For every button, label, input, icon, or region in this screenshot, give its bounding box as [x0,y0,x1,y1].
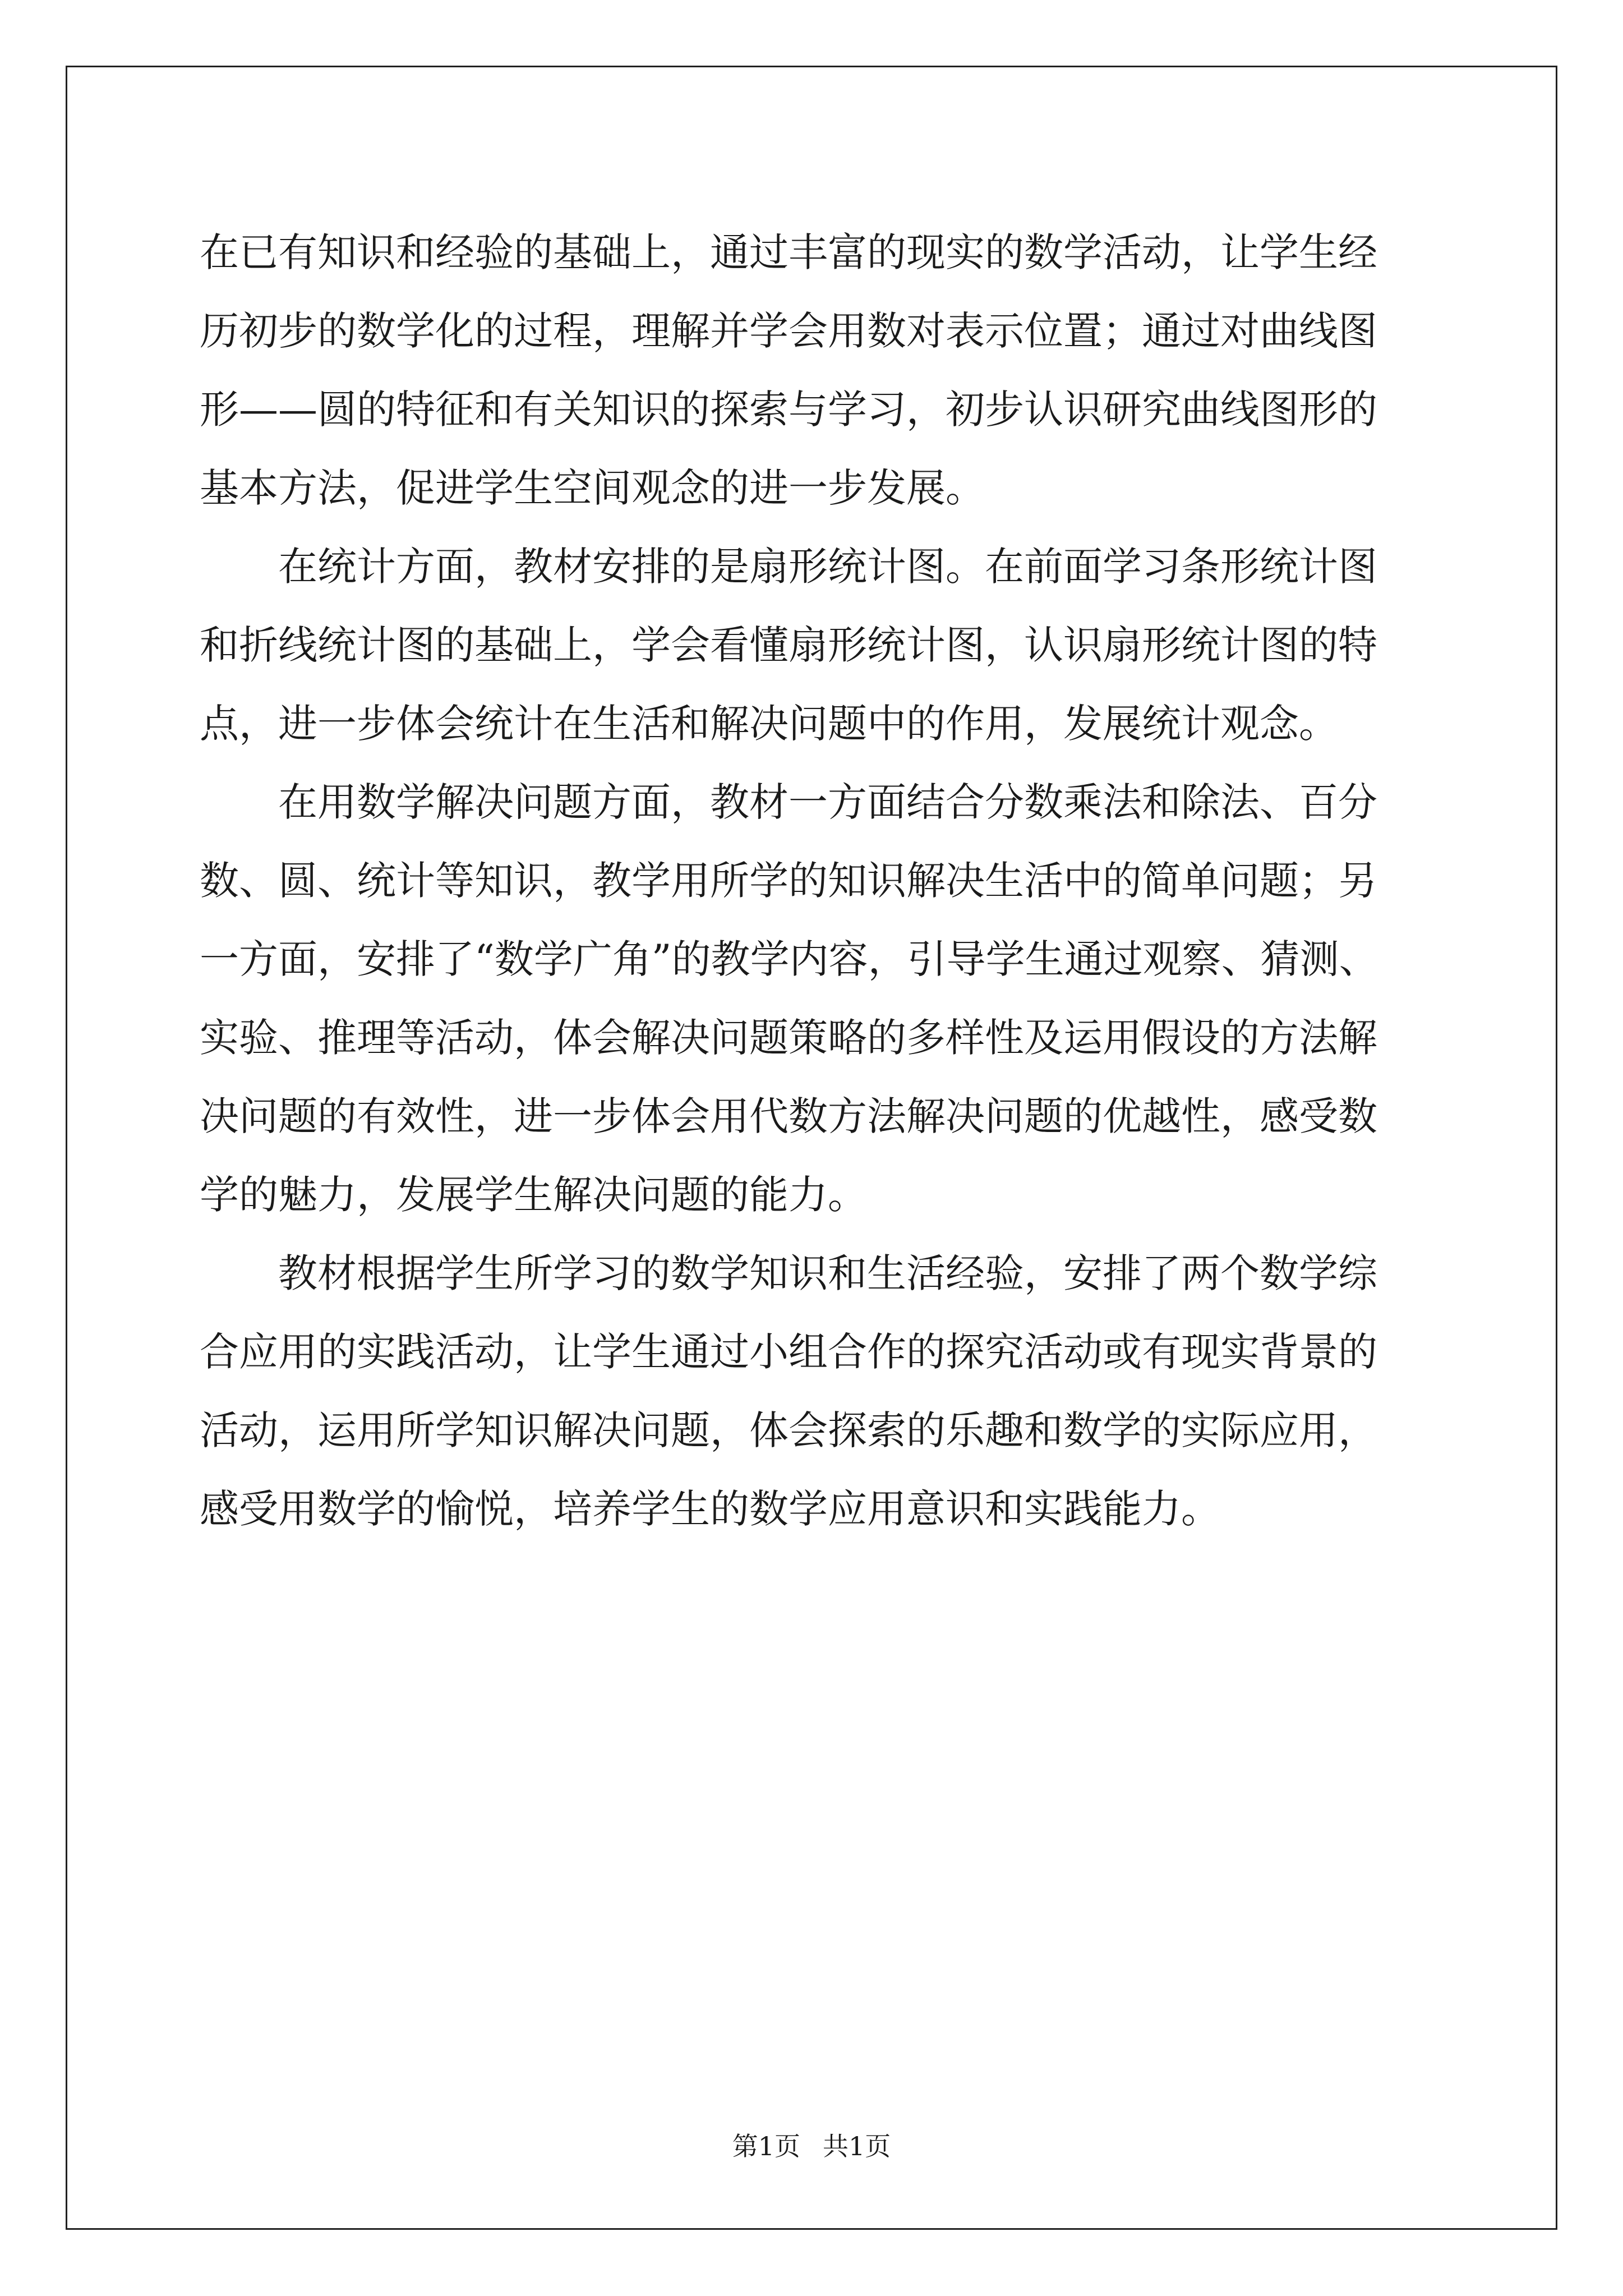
page-footer [0,2129,1623,2163]
text-line: 和折线统计图的基础上，学会看懂扇形统计图，认识扇形统计图的特 [200,622,1377,668]
text-line: 形——圆的特征和有关知识的探索与学习，初步认识研究曲线图形的 [200,386,1377,432]
text-line: 在已有知识和经验的基础上，通过丰富的现实的数学活动，让学生经 [200,229,1377,275]
text-line: 基本方法，促进学生空间观念的进一步发展。 [200,465,985,511]
text-line: 一方面，安排了“数学广角”的教学内容，引导学生通过观察、猜测、 [200,936,1378,982]
text-line: 点，进一步体会统计在生活和解决问题中的作用，发展统计观念。 [200,701,1338,747]
text-line: 活动，运用所学知识解决问题，体会探索的乐趣和数学的实际应用， [200,1407,1377,1453]
page-total: 共1页 [823,2131,891,2161]
document-body [200,213,1428,1548]
page-number: 第1页 [732,2131,800,2161]
text-line: 历初步的数学化的过程，理解并学会用数对表示位置；通过对曲线图 [200,308,1377,354]
text-line: 决问题的有效性，进一步体会用代数方法解决问题的优越性，感受数 [200,1093,1377,1139]
text-line: 合应用的实践活动，让学生通过小组合作的探究活动或有现实背景的 [200,1329,1377,1375]
text-line: 感受用数学的愉悦，培养学生的数学应用意识和实践能力。 [200,1486,1220,1532]
text-line: 在统计方面，教材安排的是扇形统计图。在前面学习条形统计图 [200,544,1377,590]
text-line: 数、圆、统计等知识，教学用所学的知识解决生活中的简单问题；另 [200,858,1377,904]
text-line: 实验、推理等活动，体会解决问题策略的多样性及运用假设的方法解 [200,1015,1377,1061]
text-line: 在用数学解决问题方面，教材一方面结合分数乘法和除法、百分 [200,779,1377,825]
text-line: 学的魅力，发展学生解决问题的能力。 [200,1172,867,1218]
text-line: 教材根据学生所学习的数学知识和生活经验，安排了两个数学综 [200,1250,1377,1296]
